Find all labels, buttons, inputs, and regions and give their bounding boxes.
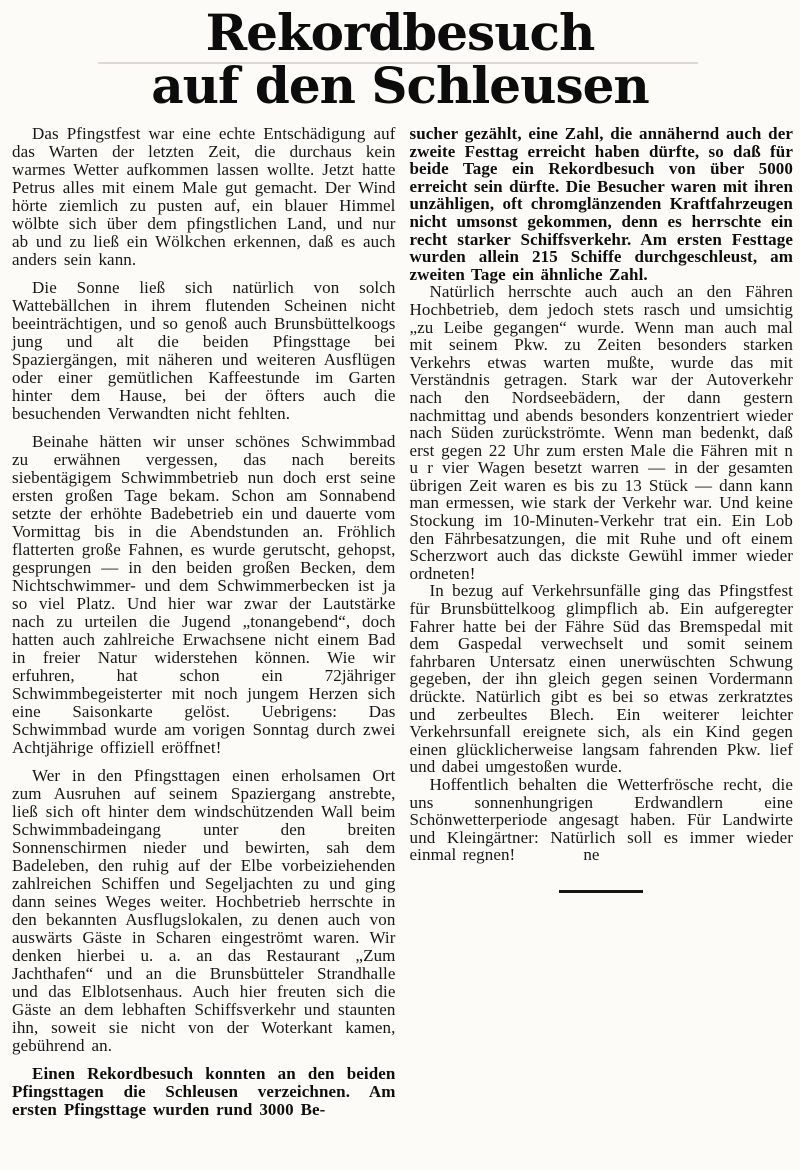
headline bbox=[0, 0, 800, 115]
article-paragraph-record-lead-continued: sucher gezählt, eine Zahl, die annähernd auch der zweite Festtag erreicht haben dürfte, so daß für beide Tage ein Rekordbesuch von über 5000 erreicht sein dürfte. Die Besucher waren mit ihren unzähligen, oft chromglänzenden Kraftfahrzeugen nicht umsonst gekommen, denn es herrschte ein recht starker Schiffsverkehr. Am ersten Festtage wurden allein 215 Schiffe durchgeschleust, am zweiten Tage ein ähnliche Zahl. bbox=[409, 124, 793, 284]
author-initials: ne bbox=[583, 845, 600, 865]
article-paragraph-outlook-text: Hoffentlich behalten die Wetterfrösche recht, die uns sonnenhungrigen Erdwandlern eine Schönwetterperiode angesagt haben. Für Landwirte und Kleingärtner: Natürlich soll es immer wieder einmal regnen! bbox=[409, 774, 793, 865]
headline-line1: Rekordbesuch bbox=[205, 3, 595, 62]
end-rule bbox=[559, 890, 643, 893]
article-columns bbox=[0, 125, 800, 1119]
article-paragraph-excursions: Wer in den Pfingsttagen einen erholsamen Ort zum Ausruhen auf seinem Spaziergang anstrebte, ließ sich oft hinter dem windschützenden Wall beim Schwimmbadeingang unter den breiten Sonnenschirmen nieder und bewirten, sah dem Badeleben, den ruhig auf der Elbe vorbeiziehenden zahlreichen Schiffen und Segeljachten zu und ging dann seines Weges weiter. Hochbetrieb herrschte in den bekannten Ausflugslokalen, zu denen auch von auswärts Gäste in Scharen eingeströmt waren. Wir denken hierbei u. a. an das Restaurant „Zum Jachthafen“ und an die Brunsbütteler Strandhalle und das Elblotsenhaus. Auch hier freuten sich die Gäste an dem lebhaften Schiffsverkehr und staunten ihn, soweit sie nicht von der Woterkant kamen, gebührend an. bbox=[12, 766, 396, 1055]
article-paragraph-weather: Das Pfingstfest war eine echte Entschädigung auf das Warten der letzten Zeit, die durchaus kein warmes Wetter aufkommen lassen wollte. Jetzt hatte Petrus alles mit einem Male gut gemacht. Der Wind hörte ziemlich zu pusten auf, ein blauer Himmel wölbte sich über dem pfingstlichen Land, und nur ab und zu ließ ein Wölkchen erkennen, daß es auch anders sein kann. bbox=[12, 124, 396, 269]
article-paragraph-swimming-pool: Beinahe hätten wir unser schönes Schwimmbad zu erwähnen vergessen, das nach bereits siebentägigem Schwimmbetrieb nun doch erst seine ersten großen Tage bekam. Schon am Sonnabend setzte der erhöhte Badebetrieb ein und dauerte vom Vormittag bis in die Abendstunden an. Fröhlich flatterten große Fahnen, es wurde gerutscht, gehopst, gesprungen — in den beiden großen Becken, dem Nichtschwimmer- und dem Schwimmerbecken ist ja so viel Platz. Und hier war zwar der Lautstärke nach zu urteilen die Jugend „tonangebend“, doch hatten auch zahlreiche Erwachsene nicht einem Bad in freier Natur widerstehen können. Wie wir erfuhren, hat schon ein 72jähriger Schwimmbegeisterter mit noch jungem Herzen sich eine Saisonkarte gelöst. Uebrigens: Das Schwimmbad wurde am vorigen Sonntag durch zwei Achtjährige offiziell eröffnet! bbox=[12, 432, 396, 757]
article-paragraph-record-lead: Einen Rekordbesuch konnten an den beiden Pfingsttagen die Schleusen verzeichnen. Am ersten Pfingsttage wurden rund 3000 Be- bbox=[12, 1064, 396, 1119]
column-left bbox=[12, 125, 396, 1119]
article-paragraph-accidents: In bezug auf Verkehrsunfälle ging das Pfingstfest für Brunsbüttelkoog glimpflich ab. Ein aufgeregter Fahrer hatte bei der Fähre Süd das Bremspedal mit dem Gaspedal verwechselt und somit seinem fahrbaren Untersatz einen unerwüschten Schwung gegeben, der ihn gleich gegen seinen Vordermann drückte. Natürlich gibt es bei so etwas zerkratztes und zerbeultes Blech. Ein weiterer leichter Verkehrsunfall ereignete sich, als ein Kind gegen einen glücklicherweise langsam fahrenden Pkw. lief und dabei umgestoßen wurde. bbox=[409, 581, 793, 777]
article-paragraph-ferries: Natürlich herrschte auch auch an den Fähren Hochbetrieb, dem jedoch stets rasch und umsichtig „zu Leibe gegangen“ wurde. Wenn man auch mal mit seinem Pkw. zu Zeiten besonders starken Verkehrs etwas warten mußte, wurde das mit Verständnis getragen. Stark war der Autoverkehr nach den Nordseebädern, der dann gestern nachmittag und abends besonders konzentriert wieder nach Süden zurückströmte. Wenn man bedenkt, daß erst gegen 22 Uhr zum ersten Male die Fähren mit n u r vier Wagen besetzt warren — in der gesamten übrigen Zeit waren es bis zu 13 Stück — dann kann man ermessen, wie stark der Verkehr war. Und keine Stockung im 10-Minuten-Verkehr trat ein. Ein Lob den Fährbesatzungen, die mit Ruhe und oft einem Scherzwort auch das dickste Gewühl immer wieder ordneten! bbox=[409, 282, 793, 583]
article-paragraph-outlook bbox=[410, 776, 794, 864]
article-paragraph-sunshine: Die Sonne ließ sich natürlich von solch Wattebällchen in ihrem flutenden Scheinen nicht beeinträchtigen, und so genoß auch Brunsbüttelkoogs jung und alt die beiden Pfingsttage bei Spaziergängen, mit näheren und weiteren Ausflügen oder einer gemütlichen Kaffeestunde im Garten hinter dem Hause, bei der öfters auch die besuchenden Verwandten nicht fehlten. bbox=[12, 278, 396, 423]
column-right bbox=[410, 125, 794, 1119]
headline-line2: auf den Schleusen bbox=[151, 56, 649, 115]
